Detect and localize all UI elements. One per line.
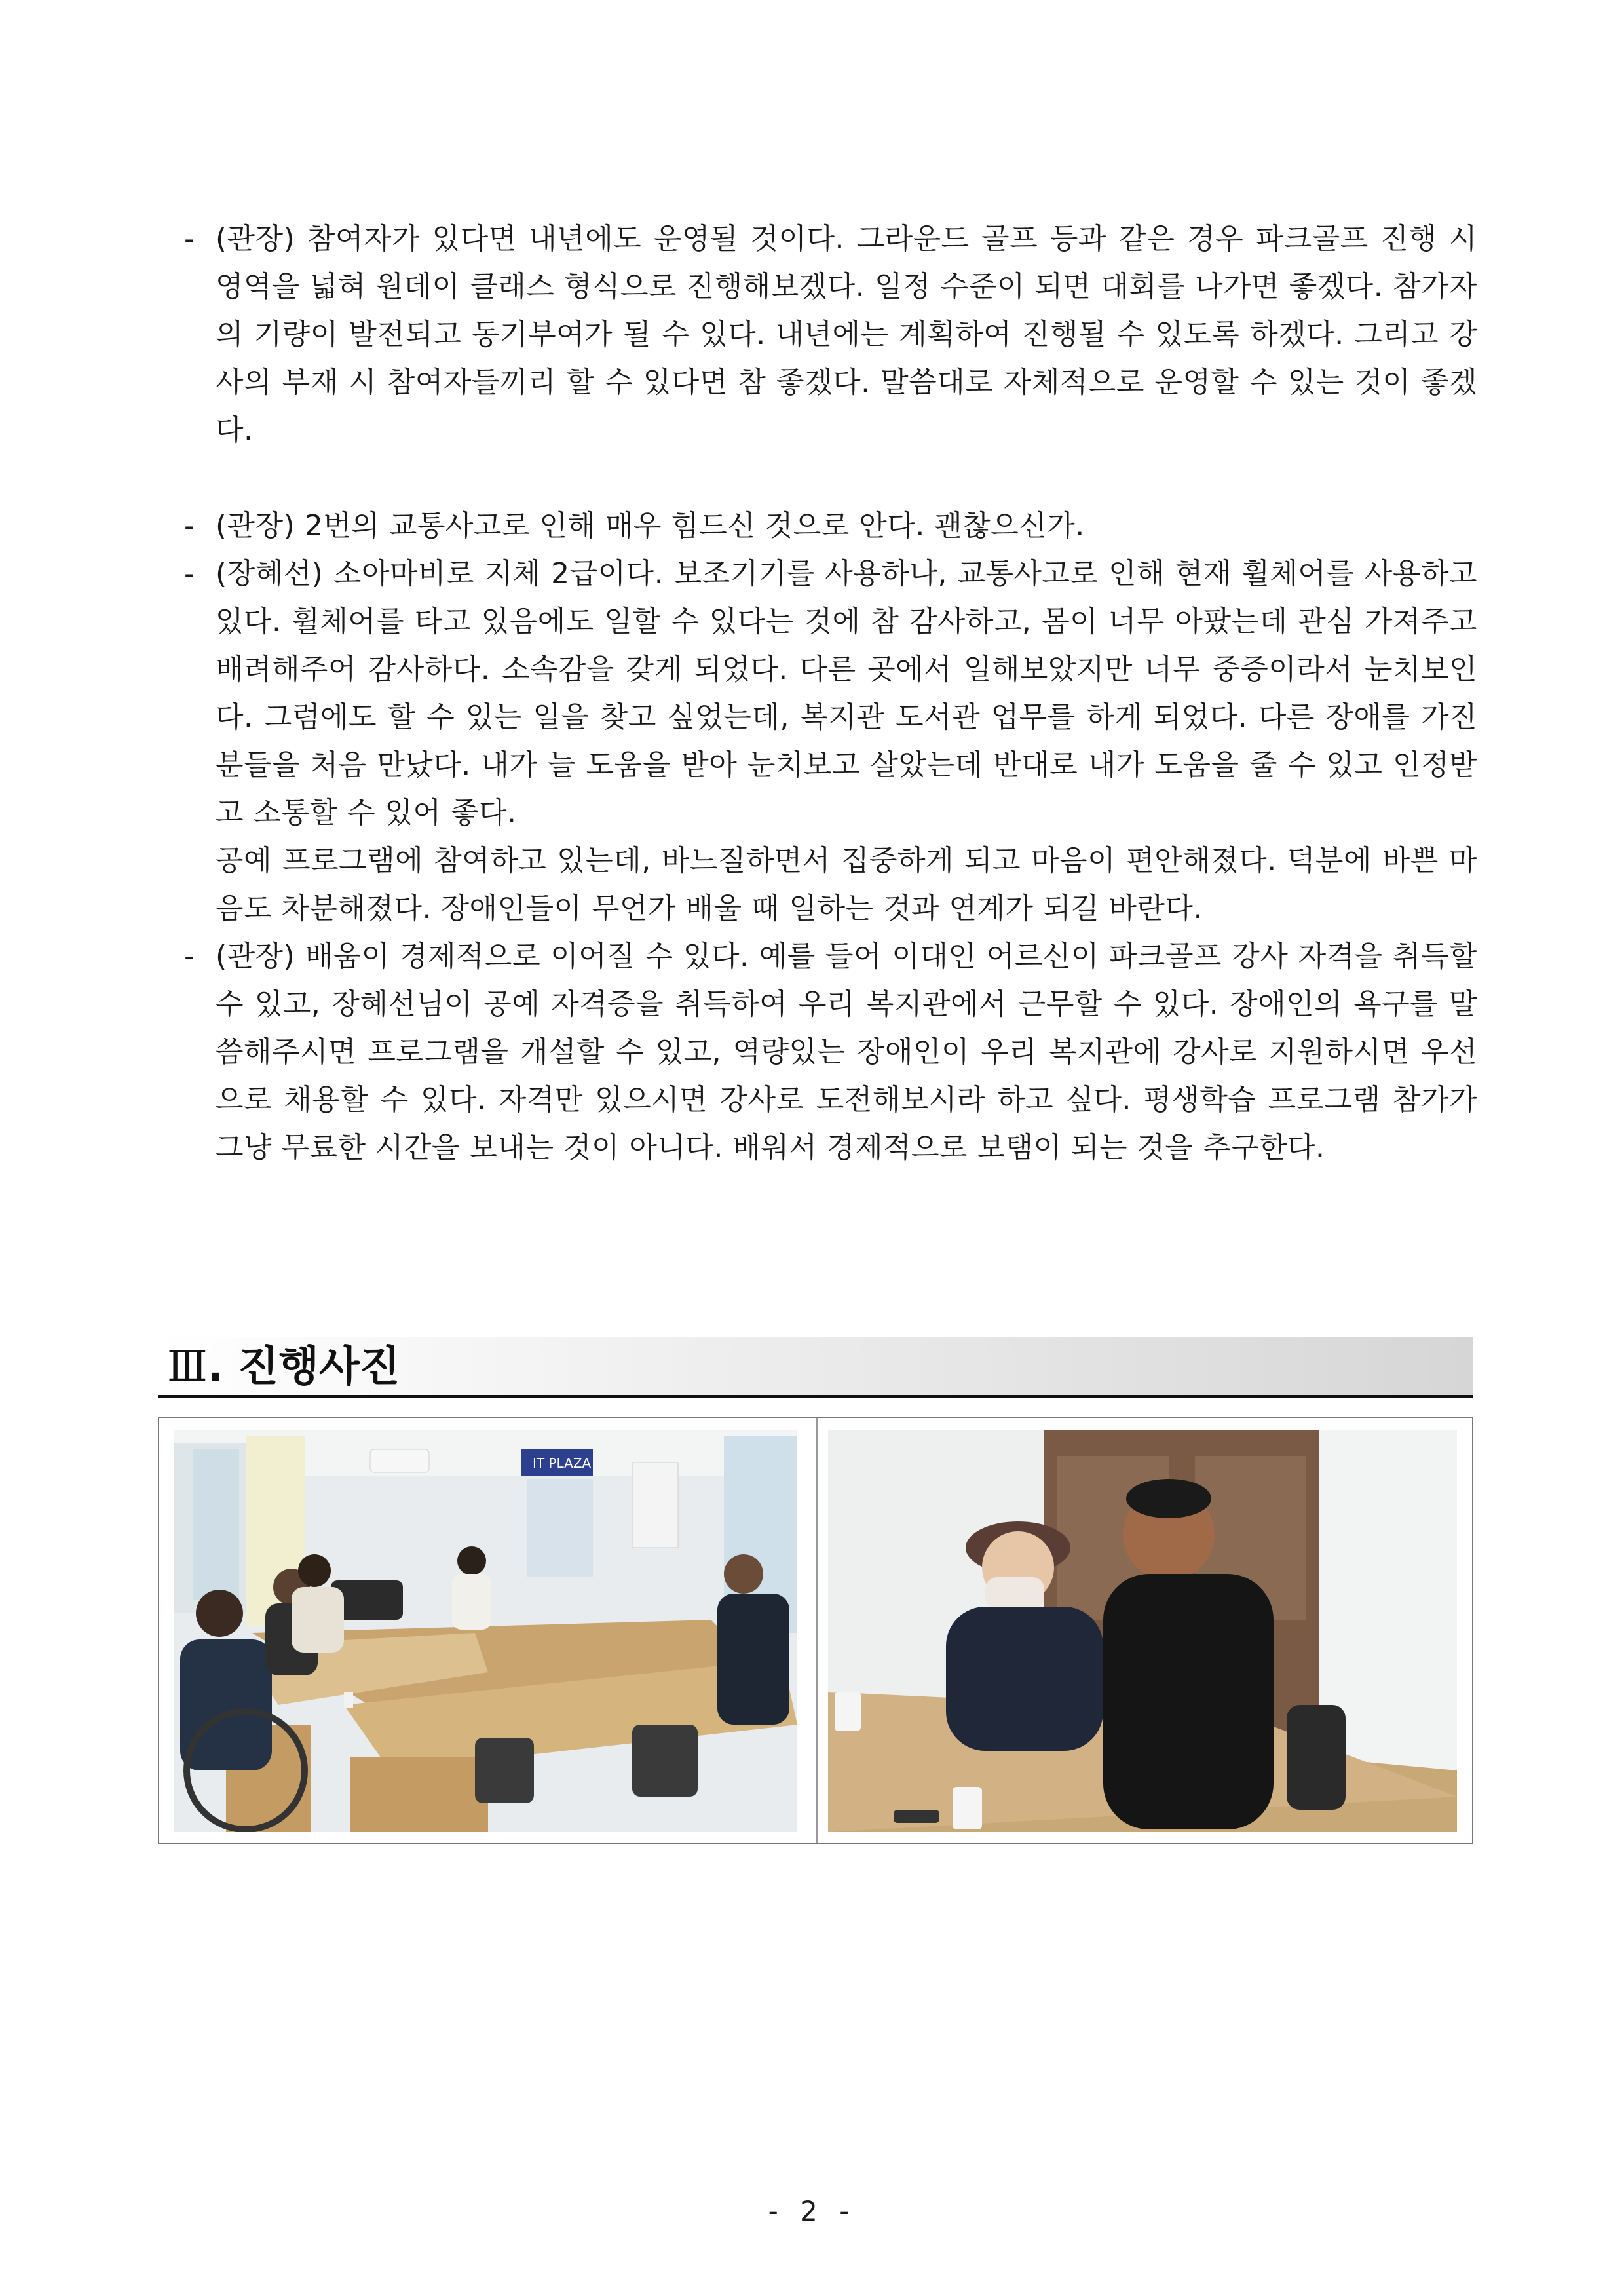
paragraph-text: (장혜선) 소아마비로 지체 2급이다. 보조기기를 사용하나, 교통사고로 인해 현재 휠체어를 사용하고 있다. 휠체어를 타고 있음에도 일할 수 있다는 것에 참 감사하고, 몸이 너무 아팠는데 관심 가져주고 배려해주어 감사하다. 소속감을 갖게 되었다. 다른 곳에서 일해보았지만 너무 중증이라서 눈치보인다. 그럼에도 할 수 있는 일을 찾고 싶었는데, 복지관 도서관 업무를 하게 되었다. 다른 장애를 가진 분들을 처음 만났다. 내가 늘 도움을 받아 눈치보고 살았는데 반대로 내가 도움을 줄 수 있고 인정받고 소통할 수 있어 좋다. [216, 557, 1477, 830]
interview-photo [828, 1430, 1457, 1832]
meeting-room-photo [174, 1430, 797, 1832]
list-item [161, 550, 1477, 837]
photo-table [158, 1417, 1473, 1844]
list-item [161, 215, 1477, 454]
bullet-dash: - [184, 222, 195, 256]
spacer [161, 454, 1477, 502]
continuation-paragraph [161, 837, 1477, 932]
section-roman-numeral: Ⅲ [167, 1343, 208, 1391]
section-title [167, 1341, 400, 1393]
list-item [161, 932, 1477, 1172]
it-plaza-sign: IT PLAZA [533, 1455, 592, 1471]
paragraph-text: (관장) 참여자가 있다면 내년에도 운영될 것이다. 그라운드 골프 등과 같은 경우 파크골프 진행 시 영역을 넓혀 원데이 클래스 형식으로 진행해보겠다. 일정 수준이 되면 대회를 나가면 좋겠다. 참가자의 기량이 발전되고 동기부여가 될 수 있다. 내년에는 계획하여 진행될 수 있도록 하겠다. 그리고 강사의 부재 시 참여자들끼리 할 수 있다면 참 좋겠다. 말씀대로 자체적으로 운영할 수 있는 것이 좋겠다. [216, 222, 1477, 447]
meeting-notes [161, 215, 1477, 1172]
bullet-dash: - [184, 557, 195, 590]
paragraph-text: (관장) 배움이 경제적으로 이어질 수 있다. 예를 들어 이대인 어르신이 파크골프 강사 자격을 취득할 수 있고, 장혜선님이 공예 자격증을 취득하여 우리 복지관에서 근무할 수 있다. 장애인의 욕구를 말씀해주시면 프로그램을 개설할 수 있고, 역량있는 장애인이 우리 복지관에 강사로 지원하시면 우선으로 채용할 수 있다. 자격만 있으시면 강사로 도전해보시라 하고 싶다. 평생학습 프로그램 참가가 그냥 무료한 시간을 보내는 것이 아니다. 배워서 경제적으로 보탬이 되는 것을 추구한다. [216, 940, 1477, 1164]
bullet-dash: - [184, 940, 195, 973]
table-divider [816, 1418, 818, 1843]
bullet-dash: - [184, 509, 195, 543]
list-item [161, 502, 1477, 550]
page-number: - 2 - [768, 2195, 856, 2227]
paragraph-text: 공예 프로그램에 참여하고 있는데, 바느질하면서 집중하게 되고 마음이 편안해졌다. 덕분에 바쁜 마음도 차분해졌다. 장애인들이 무언가 배울 때 일하는 것과 연계가 되길 바란다. [216, 844, 1477, 925]
section-header [158, 1337, 1473, 1398]
paragraph-text: (관장) 2번의 교통사고로 인해 매우 힘드신 것으로 안다. 괜찮으신가. [216, 509, 1085, 543]
section-title-text: . 진행사진 [207, 1343, 400, 1391]
